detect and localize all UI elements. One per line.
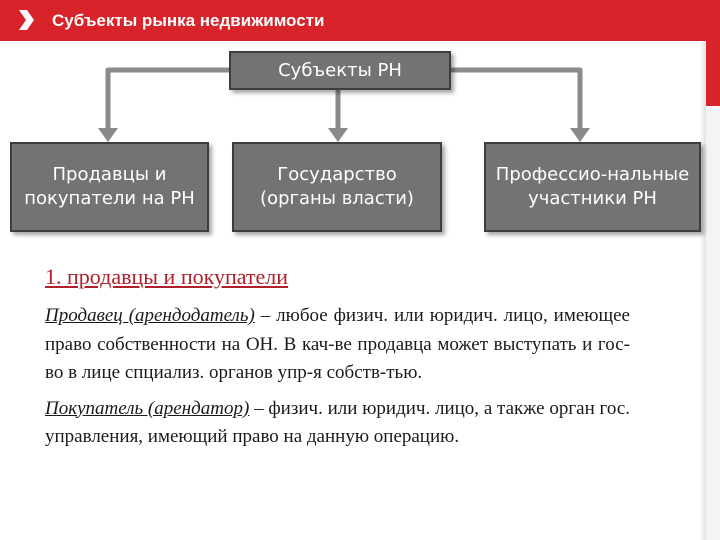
content-text xyxy=(45,264,630,459)
node-sellers-buyers xyxy=(10,142,209,232)
slide-header xyxy=(0,0,706,41)
connector-right xyxy=(451,70,580,134)
right-decor-shadow xyxy=(700,40,706,540)
arrowhead-middle xyxy=(328,128,348,142)
node-professionals xyxy=(484,142,701,232)
term-buyer: Покупатель (арендатор) xyxy=(45,397,250,419)
right-decor-accent xyxy=(706,0,720,106)
paragraph-buyer xyxy=(45,395,630,452)
term-seller: Продавец (арендодатель) xyxy=(45,305,255,326)
node-state xyxy=(232,142,442,232)
paragraph-seller xyxy=(45,302,630,388)
connector-left xyxy=(108,70,229,134)
node-sellers-buyers-label: Продавцы и покупатели на РН xyxy=(24,164,195,209)
definition-seller: – любое физич. или юридич. лицо, имеющее право собственности на ОН. В кач-ве продавца может выступать и гос-во в лице спциализ. органов упр-я собств-тью. xyxy=(45,305,630,383)
arrowhead-left xyxy=(98,128,118,142)
node-professionals-label: Профессио-нальные участники РН xyxy=(495,164,690,209)
root-node-label: Субъекты РН xyxy=(278,59,402,81)
root-node-subjects xyxy=(229,51,451,90)
node-state-label: Государство (органы власти) xyxy=(260,164,414,209)
chevron-right-icon xyxy=(14,9,36,31)
slide-title: Субъекты рынка недвижимости xyxy=(52,11,325,30)
arrowhead-right xyxy=(570,128,590,142)
definition-buyer: – физич. или юридич. лицо, а также орган гос. управления, имеющий право на данную операцию. xyxy=(45,397,631,447)
section-title: 1. продавцы и покупатели xyxy=(45,264,289,289)
